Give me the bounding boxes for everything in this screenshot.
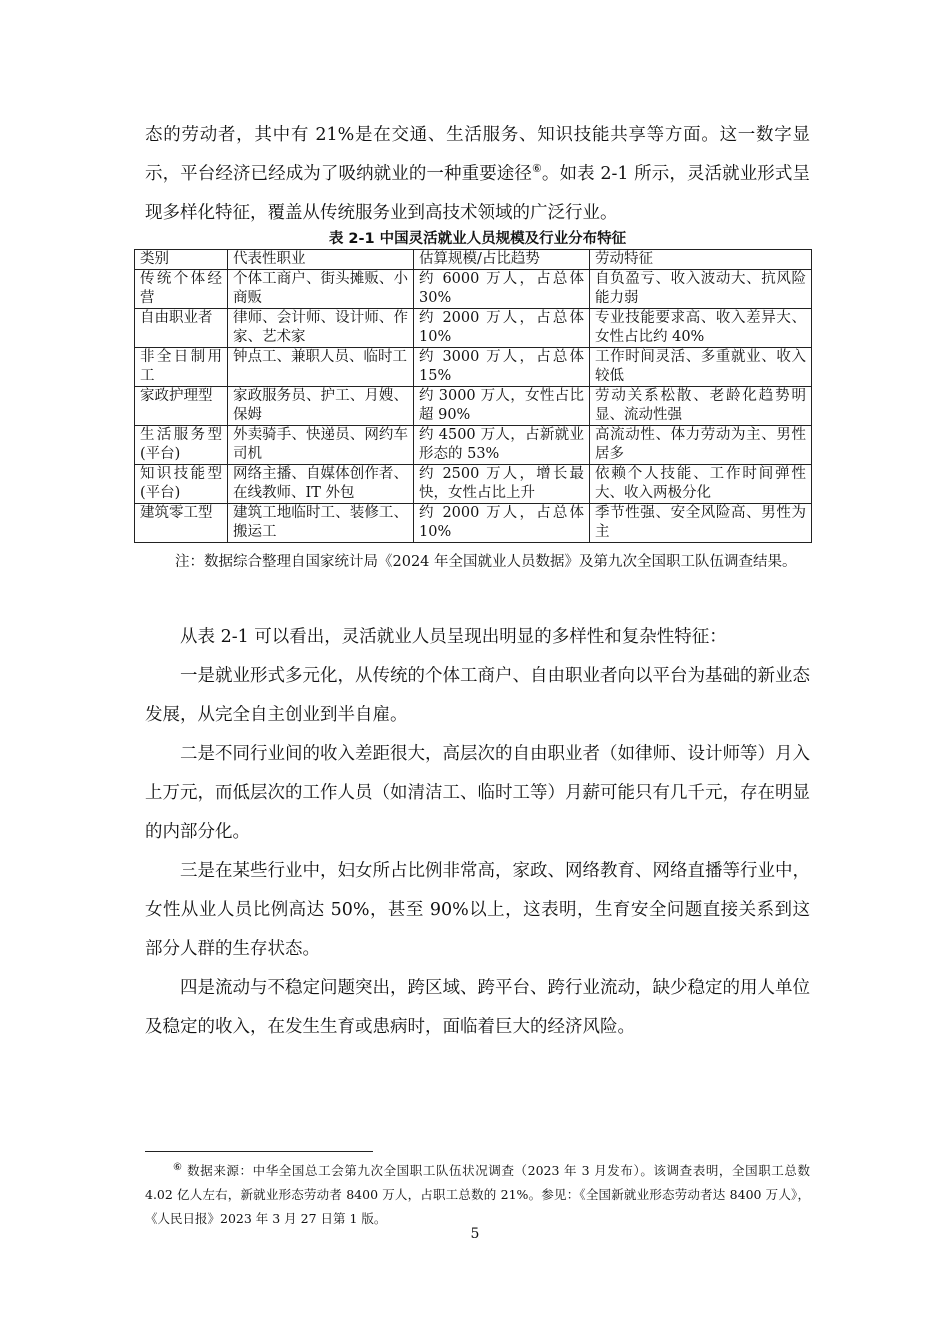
page-number: 5 — [470, 1226, 480, 1242]
table-cell: 依赖个人技能、工作时间弹性大、收入两极分化 — [590, 465, 812, 504]
table-header-cell: 估算规模/占比趋势 — [414, 250, 590, 270]
footnote-reference[interactable]: ⑥ — [531, 162, 542, 176]
table-cell: 工作时间灵活、多重就业、收入较低 — [590, 348, 812, 387]
table-cell: 建筑零工型 — [135, 504, 228, 543]
table-header-cell: 代表性职业 — [228, 250, 414, 270]
table-cell: 钟点工、兼职人员、临时工 — [228, 348, 414, 387]
table-row — [135, 465, 812, 504]
table-note: 注：数据综合整理自国家统计局《2024 年全国就业人员数据》及第九次全国职工队伍调查结果。 — [175, 554, 797, 570]
table-cell: 专业技能要求高、收入差异大、女性占比约 40% — [590, 309, 812, 348]
table-cell: 约 6000 万人，占总体 30% — [414, 270, 590, 309]
paragraph-intro — [145, 116, 810, 233]
table-row — [135, 270, 812, 309]
table-cell: 外卖骑手、快递员、网约车司机 — [228, 426, 414, 465]
table-cell: 约 4500 万人，占新就业形态的 53% — [414, 426, 590, 465]
paragraph-summary: 从表 2-1 可以看出，灵活就业人员呈现出明显的多样性和复杂性特征： — [180, 627, 727, 647]
paragraph-point-2: 二是不同行业间的收入差距很大，高层次的自由职业者（如律师、设计师等）月入上万元，而低层次的工作人员（如清洁工、临时工等）月薪可能只有几千元，存在明显的内部分化。 — [145, 744, 810, 842]
table-cell: 生活服务型(平台) — [135, 426, 228, 465]
table-caption: 表 2-1 中国灵活就业人员规模及行业分布特征 — [328, 231, 627, 247]
paragraph-point-3: 三是在某些行业中，妇女所占比例非常高，家政、网络教育、网络直播等行业中，女性从业人员比例高达 50%，甚至 90%以上，这表明，生育安全问题直接关系到这部分人群的生存状态。 — [145, 861, 810, 959]
table-cell: 劳动关系松散、老龄化趋势明显、流动性强 — [590, 387, 812, 426]
paragraph-intro-text-after: 。如表 2-1 所示，灵活就业形式呈现多样化特征，覆盖从传统服务业到高技术领域的广泛行业。 — [145, 164, 810, 223]
table-cell: 建筑工地临时工、装修工、搬运工 — [228, 504, 414, 543]
table-cell: 个体工商户、街头摊贩、小商贩 — [228, 270, 414, 309]
table-row — [135, 426, 812, 465]
paragraph-point-4: 四是流动与不稳定问题突出，跨区域、跨平台、跨行业流动，缺少稳定的用人单位及稳定的收入，在发生生育或患病时，面临着巨大的经济风险。 — [145, 978, 810, 1037]
footnote-marker: ⑥ — [173, 1161, 183, 1173]
table-header-cell: 类别 — [135, 250, 228, 270]
table-cell: 网络主播、自媒体创作者、在线教师、IT 外包 — [228, 465, 414, 504]
table-cell: 约 2000 万人，占总体 10% — [414, 504, 590, 543]
table-cell: 约 3000 万人，占总体 15% — [414, 348, 590, 387]
footnote-text: 数据来源：中华全国总工会第九次全国职工队伍状况调查（2023 年 3 月发布）。该调查表明，全国职工总数 4.02 亿人左右，新就业形态劳动者 8400 万人，占职工总数的 21%。参见：《全国新就业形态劳动者达 8400 万人》，《人民日报》2023 年 3 月 27 日第 1 版。 — [145, 1163, 810, 1226]
table-row — [135, 309, 812, 348]
table-cell: 季节性强、安全风险高、男性为主 — [590, 504, 812, 543]
table-cell: 自由职业者 — [135, 309, 228, 348]
table-cell: 自负盈亏、收入波动大、抗风险能力弱 — [590, 270, 812, 309]
paragraph-point-1: 一是就业形式多元化，从传统的个体工商户、自由职业者向以平台为基础的新业态发展，从完全自主创业到半自雇。 — [145, 666, 810, 725]
table-cell: 家政服务员、护工、月嫂、保姆 — [228, 387, 414, 426]
table-cell: 非全日制用工 — [135, 348, 228, 387]
table-cell: 约 2500 万人，增长最快，女性占比上升 — [414, 465, 590, 504]
footnote — [145, 1159, 810, 1231]
employment-table — [134, 249, 812, 543]
table-row — [135, 504, 812, 543]
table-cell: 家政护理型 — [135, 387, 228, 426]
table-cell: 传统个体经营 — [135, 270, 228, 309]
table-cell: 约 3000 万人，女性占比超 90% — [414, 387, 590, 426]
table-cell: 律师、会计师、设计师、作家、艺术家 — [228, 309, 414, 348]
table-header-row — [135, 250, 812, 270]
paragraph-intro-text: 态的劳动者，其中有 21%是在交通、生活服务、知识技能共享等方面。这一数字显示，平台经济已经成为了吸纳就业的一种重要途径 — [145, 125, 810, 184]
table-row — [135, 348, 812, 387]
table-cell: 知识技能型(平台) — [135, 465, 228, 504]
footnote-divider — [145, 1151, 373, 1152]
table-row — [135, 387, 812, 426]
table-cell: 高流动性、体力劳动为主、男性居多 — [590, 426, 812, 465]
table-header-cell: 劳动特征 — [590, 250, 812, 270]
table-cell: 约 2000 万人，占总体 10% — [414, 309, 590, 348]
